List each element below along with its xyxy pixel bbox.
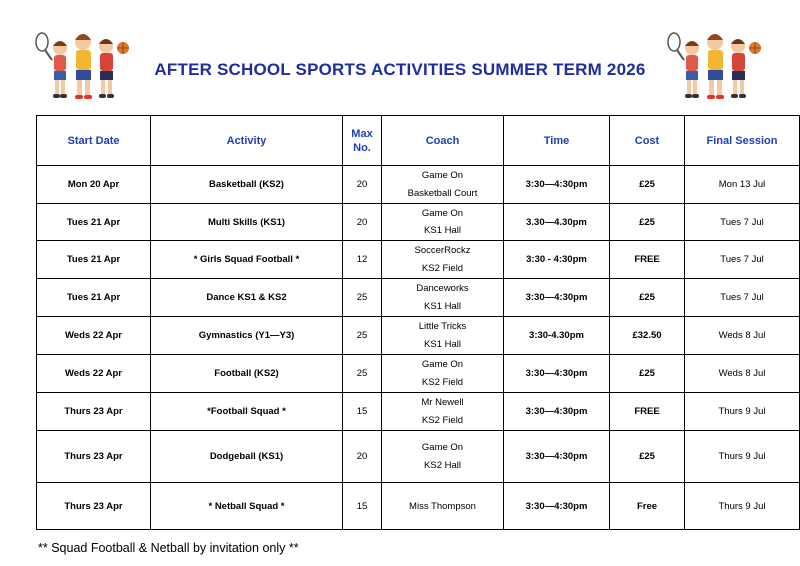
coach-venue: KS1 Hall <box>424 225 461 236</box>
cell-activity: Basketball (KS2) <box>151 166 343 204</box>
table-row <box>37 431 800 483</box>
cell-time: 3:30-4.30pm <box>504 317 610 355</box>
cell-coach <box>382 393 504 431</box>
table-row <box>37 393 800 431</box>
coach-name: Game On <box>421 442 464 453</box>
cell-final-session: Weds 8 Jul <box>685 317 800 355</box>
cell-final-session: Tues 7 Jul <box>685 204 800 241</box>
table-row <box>37 204 800 241</box>
cell-start-date: Tues 21 Apr <box>37 279 151 317</box>
cell-coach <box>382 166 504 204</box>
coach-name: Little Tricks <box>418 321 467 332</box>
cell-coach <box>382 279 504 317</box>
coach-name: Miss Thompson <box>409 500 476 512</box>
header-start-date: Start Date <box>37 116 151 166</box>
cell-coach <box>382 241 504 279</box>
page-title: AFTER SCHOOL SPORTS ACTIVITIES SUMMER TERM 2026 <box>154 60 646 79</box>
cell-coach <box>382 204 504 241</box>
cell-activity: Gymnastics (Y1—Y3) <box>151 317 343 355</box>
header-coach: Coach <box>382 116 504 166</box>
coach-venue: KS2 Hall <box>424 459 461 471</box>
cell-activity: Dance KS1 & KS2 <box>151 279 343 317</box>
coach-venue: KS1 Hall <box>424 300 461 312</box>
cell-final-session: Mon 13 Jul <box>685 166 800 204</box>
cell-final-session: Weds 8 Jul <box>685 355 800 393</box>
header-max-line2: No. <box>353 141 371 154</box>
cell-max: 20 <box>343 166 382 204</box>
cell-time: 3:30—4:30pm <box>504 166 610 204</box>
cell-final-session: Thurs 9 Jul <box>685 431 800 483</box>
footnote: ** Squad Football & Netball by invitation only ** <box>38 541 299 555</box>
cell-cost: £25 <box>610 431 685 483</box>
coach-name: Mr Newell <box>421 397 464 408</box>
activities-table <box>36 115 800 530</box>
coach-name: Danceworks <box>416 283 469 294</box>
cell-time: 3:30—4:30pm <box>504 393 610 431</box>
cell-cost: £25 <box>610 204 685 241</box>
coach-name: Game On <box>421 207 464 219</box>
cell-time: 3.30—4.30pm <box>504 204 610 241</box>
coach-name: Game On <box>421 359 464 370</box>
cell-activity: Football (KS2) <box>151 355 343 393</box>
header-time: Time <box>504 116 610 166</box>
cell-start-date: Thurs 23 Apr <box>37 483 151 530</box>
cell-final-session: Tues 7 Jul <box>685 279 800 317</box>
header-final-session: Final Session <box>685 116 800 166</box>
table-header-row <box>37 116 800 166</box>
coach-name: SoccerRockz <box>414 245 471 256</box>
coach-venue: Basketball Court <box>407 187 478 199</box>
cell-max: 15 <box>343 393 382 431</box>
cell-activity: Dodgeball (KS1) <box>151 431 343 483</box>
cell-max: 15 <box>343 483 382 530</box>
cell-start-date: Tues 21 Apr <box>37 241 151 279</box>
table-row <box>37 483 800 530</box>
cell-cost: £25 <box>610 355 685 393</box>
cell-activity: * Girls Squad Football * <box>151 241 343 279</box>
cell-coach <box>382 483 504 530</box>
table-row <box>37 279 800 317</box>
cell-final-session: Thurs 9 Jul <box>685 393 800 431</box>
cell-cost: £25 <box>610 166 685 204</box>
cell-start-date: Thurs 23 Apr <box>37 431 151 483</box>
header-activity: Activity <box>151 116 343 166</box>
cell-max: 20 <box>343 204 382 241</box>
cell-start-date: Tues 21 Apr <box>37 204 151 241</box>
coach-venue: KS1 Hall <box>424 338 461 350</box>
table-row <box>37 317 800 355</box>
tennis-racket-icon <box>36 33 52 60</box>
cell-time: 3:30—4:30pm <box>504 279 610 317</box>
tennis-racket-icon <box>668 33 684 60</box>
cell-time: 3:30 - 4:30pm <box>504 241 610 279</box>
basketball-icon <box>117 42 129 54</box>
cell-time: 3:30—4:30pm <box>504 431 610 483</box>
cell-start-date: Weds 22 Apr <box>37 355 151 393</box>
coach-name: Game On <box>421 170 464 181</box>
coach-venue: KS2 Field <box>421 262 464 274</box>
basketball-icon <box>749 42 761 54</box>
header-max-no <box>343 116 382 166</box>
cell-coach <box>382 355 504 393</box>
coach-venue: KS2 Field <box>421 376 464 388</box>
cell-max: 25 <box>343 317 382 355</box>
cell-time: 3:30—4:30pm <box>504 483 610 530</box>
cell-start-date: Weds 22 Apr <box>37 317 151 355</box>
cell-cost: £25 <box>610 279 685 317</box>
table-row <box>37 241 800 279</box>
cell-coach <box>382 431 504 483</box>
coach-venue: KS2 Field <box>421 414 464 426</box>
cell-max: 25 <box>343 279 382 317</box>
table-row <box>37 166 800 204</box>
cell-final-session: Tues 7 Jul <box>685 241 800 279</box>
header-max-line1: Max <box>351 127 373 140</box>
cell-cost: Free <box>610 483 685 530</box>
cell-activity: * Netball Squad * <box>151 483 343 530</box>
cell-cost: £32.50 <box>610 317 685 355</box>
cell-max: 25 <box>343 355 382 393</box>
cell-cost: FREE <box>610 241 685 279</box>
header-cost: Cost <box>610 116 685 166</box>
cell-final-session: Thurs 9 Jul <box>685 483 800 530</box>
cell-activity: Multi Skills (KS1) <box>151 204 343 241</box>
cell-coach <box>382 317 504 355</box>
cell-start-date: Thurs 23 Apr <box>37 393 151 431</box>
cell-time: 3:30—4:30pm <box>504 355 610 393</box>
cell-cost: FREE <box>610 393 685 431</box>
table-row <box>37 355 800 393</box>
cell-max: 12 <box>343 241 382 279</box>
cell-start-date: Mon 20 Apr <box>37 166 151 204</box>
cell-activity: *Football Squad * <box>151 393 343 431</box>
cell-max: 20 <box>343 431 382 483</box>
